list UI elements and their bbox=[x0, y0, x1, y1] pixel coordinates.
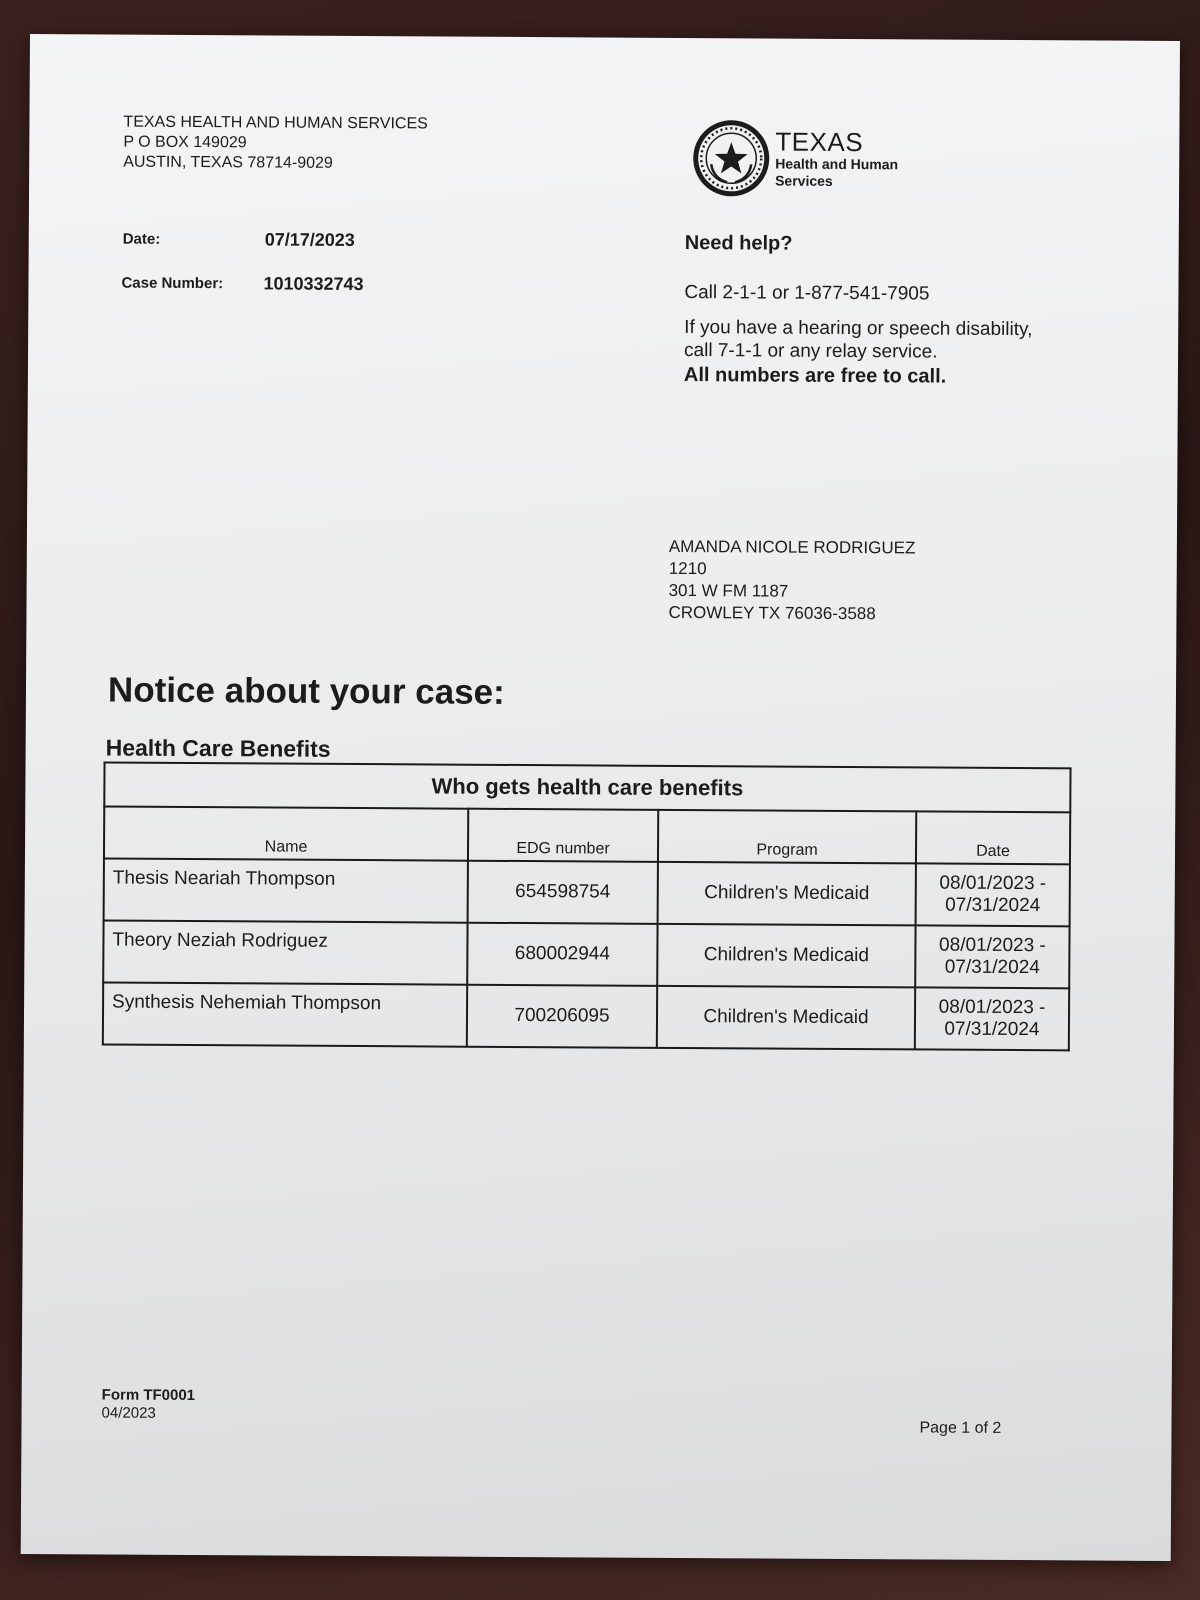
column-header-name: Name bbox=[104, 806, 468, 860]
date-from: 08/01/2023 - bbox=[938, 996, 1046, 1019]
table-row bbox=[103, 920, 1069, 988]
cell-edg: 680002944 bbox=[467, 923, 657, 986]
column-header-date: Date bbox=[916, 811, 1070, 864]
recipient-line: AMANDA NICOLE RODRIGUEZ bbox=[668, 536, 916, 558]
section-heading: Health Care Benefits bbox=[105, 734, 331, 762]
recipient-line: 1210 bbox=[668, 558, 707, 579]
form-identifier bbox=[102, 1386, 196, 1423]
cell-edg: 654598754 bbox=[468, 861, 658, 924]
case-number-value: 1010332743 bbox=[263, 273, 364, 295]
form-date: 04/2023 bbox=[101, 1404, 156, 1422]
date-to: 07/31/2024 bbox=[945, 894, 1041, 917]
logo-subtitle-line: Services bbox=[775, 172, 833, 189]
help-free-note: All numbers are free to call. bbox=[683, 364, 947, 388]
cell-date bbox=[916, 863, 1070, 926]
texas-seal-icon bbox=[691, 118, 771, 198]
page-number: Page 1 of 2 bbox=[919, 1419, 1002, 1437]
cell-edg: 700206095 bbox=[467, 985, 657, 1048]
table-header-row bbox=[104, 806, 1070, 864]
table-row bbox=[104, 858, 1070, 926]
cell-date bbox=[915, 925, 1069, 988]
date-from: 08/01/2023 - bbox=[939, 934, 1046, 957]
recipient-address bbox=[668, 536, 915, 626]
cell-program: Children's Medicaid bbox=[658, 862, 916, 926]
sender-address bbox=[123, 113, 428, 175]
column-header-program: Program bbox=[658, 810, 916, 864]
recipient-line: CROWLEY TX 76036-3588 bbox=[668, 602, 876, 624]
table-row bbox=[103, 982, 1069, 1050]
column-header-edg: EDG number bbox=[468, 809, 658, 862]
date-label: Date: bbox=[122, 230, 161, 248]
help-relay-line: call 7-1-1 or any relay service. bbox=[684, 340, 938, 363]
notice-letter-page bbox=[21, 34, 1180, 1561]
help-relay-info bbox=[684, 316, 1104, 365]
cell-name: Theory Neziah Rodriguez bbox=[103, 920, 467, 984]
date-to: 07/31/2024 bbox=[944, 956, 1040, 979]
help-relay-line: If you have a hearing or speech disability, bbox=[684, 317, 1033, 341]
cell-program: Children's Medicaid bbox=[657, 986, 915, 1050]
sender-line: TEXAS HEALTH AND HUMAN SERVICES bbox=[123, 113, 428, 133]
benefits-table bbox=[102, 761, 1072, 1051]
hhs-logo bbox=[691, 118, 898, 199]
cell-name: Thesis Neariah Thompson bbox=[104, 858, 468, 922]
cell-date bbox=[915, 987, 1069, 1050]
date-to: 07/31/2024 bbox=[944, 1018, 1040, 1041]
form-number: Form TF0001 bbox=[101, 1386, 196, 1405]
recipient-line: 301 W FM 1187 bbox=[668, 580, 789, 601]
help-phone: Call 2-1-1 or 1-877-541-7905 bbox=[684, 282, 930, 305]
sender-line: P O BOX 149029 bbox=[123, 133, 247, 152]
logo-state-text: TEXAS bbox=[775, 126, 864, 158]
cell-program: Children's Medicaid bbox=[657, 924, 915, 988]
date-from: 08/01/2023 - bbox=[939, 872, 1047, 895]
date-value: 07/17/2023 bbox=[264, 229, 355, 250]
sender-line: AUSTIN, TEXAS 78714-9029 bbox=[123, 153, 333, 172]
case-number-label: Case Number: bbox=[121, 274, 224, 293]
table-caption: Who gets health care benefits bbox=[104, 762, 1070, 812]
cell-name: Synthesis Nehemiah Thompson bbox=[103, 982, 467, 1046]
help-title: Need help? bbox=[684, 232, 793, 255]
notice-heading: Notice about your case: bbox=[107, 670, 505, 712]
logo-subtitle-line: Health and Human bbox=[775, 155, 899, 173]
table-caption-row bbox=[104, 762, 1070, 812]
